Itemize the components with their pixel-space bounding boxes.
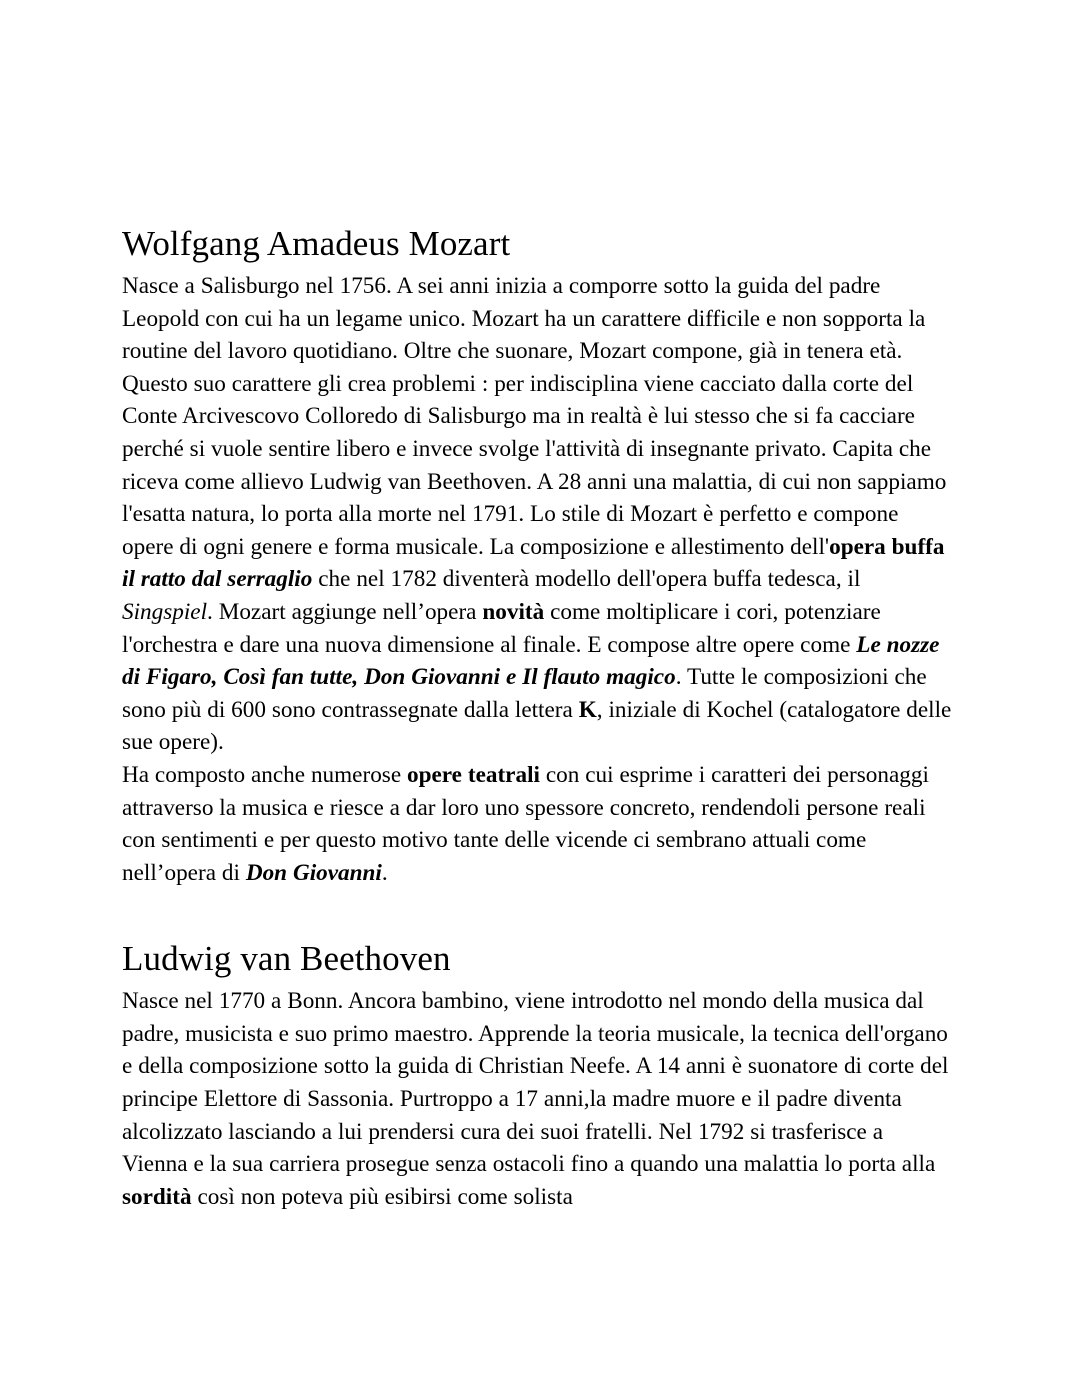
text-run-bold: K: [578, 696, 597, 723]
text-run-bold-italic: il ratto dal serraglio: [122, 566, 313, 593]
text-run-bold: sordità: [122, 1183, 192, 1210]
text-run-normal: .: [381, 859, 388, 886]
paragraph-mozart-1: [122, 270, 952, 759]
page-title-beethoven: Ludwig van Beethoven: [122, 939, 451, 979]
paragraph-beethoven-1: [122, 985, 952, 1213]
text-run-normal: come moltiplicare i cori, potenziare l'orchestra e dare una nuova dimensione al finale. E compose altre opere come: [122, 598, 881, 658]
text-run-normal: . Mozart aggiunge nell’opera: [207, 598, 483, 625]
text-run-normal: . Tutte le composizioni che sono più di 600 sono contrassegnate dalla lettera: [122, 664, 927, 723]
text-run-normal: con cui esprime i caratteri dei personaggi attraverso la musica e riesce a dar loro uno spessore concreto, rendendoli persone reali con sentimenti e per questo motivo tante delle vicende ci sembrano attuali come nell’opera di: [122, 761, 929, 886]
paragraph-mozart-2: [122, 759, 952, 889]
document-body: [122, 222, 952, 1213]
text-run-normal: , iniziale di Kochel (catalogatore delle sue opere).: [122, 696, 952, 756]
text-run-bold: opere teatrali: [407, 761, 540, 788]
text-run-bold: novità: [482, 598, 545, 625]
text-run-bold-italic: Le nozze di Figaro, Così fan tutte, Don Giovanni e Il flauto magico: [122, 631, 940, 691]
text-run-normal: Nasce nel 1770 a Bonn. Ancora bambino, viene introdotto nel mondo della musica dal padre, musicista e suo primo maestro. Apprende la teoria musicale, la tecnica dell'organo e della composizione sotto la guida di Christian Neefe. A 14 anni è suonatore di corte del principe Elettore di Sassonia. Purtroppo a 17 anni,la madre muore e il padre diventa alcolizzato lasciando a lui prendersi cura dei suoi fratelli. Nel 1792 si trasferisce a Vienna e la sua carriera prosegue senza ostacoli fino a quando una malattia lo porta alla: [122, 988, 949, 1178]
text-run-italic: Singspiel: [122, 598, 208, 625]
text-run-normal: che nel 1782 diventerà modello dell'opera buffa tedesca, il: [312, 566, 861, 593]
text-run-normal: Nasce a Salisburgo nel 1756. A sei anni inizia a comporre sotto la guida del padre Leopold con cui ha un legame unico. Mozart ha un carattere difficile e non sopporta la routine del lavoro quotidiano. Oltre che suonare, Mozart compone, già in tenera età. Questo suo carattere gli crea problemi : per indisciplina viene cacciato dalla corte del Conte Arcivescovo Colloredo di Salisburgo ma in realtà è lui stesso che si fa cacciare perché si vuole sentire libero e invece svolge l'attività di insegnante privato. Capita che riceva come allievo Ludwig van Beethoven. A 28 anni una malattia, di cui non sappiamo l'esatta natura, lo porta alla morte nel 1791. Lo stile di Mozart è perfetto e compone opere di ogni genere e forma musicale. La composizione e allestimento dell': [122, 273, 947, 560]
text-run-bold-italic: Don Giovanni: [245, 859, 382, 886]
text-run-normal: così non poteva più esibirsi come solista: [191, 1183, 573, 1210]
text-run-normal: Ha composto anche numerose: [122, 761, 408, 788]
page-title-mozart: Wolfgang Amadeus Mozart: [122, 224, 511, 263]
text-run-bold: opera buffa: [829, 533, 945, 560]
